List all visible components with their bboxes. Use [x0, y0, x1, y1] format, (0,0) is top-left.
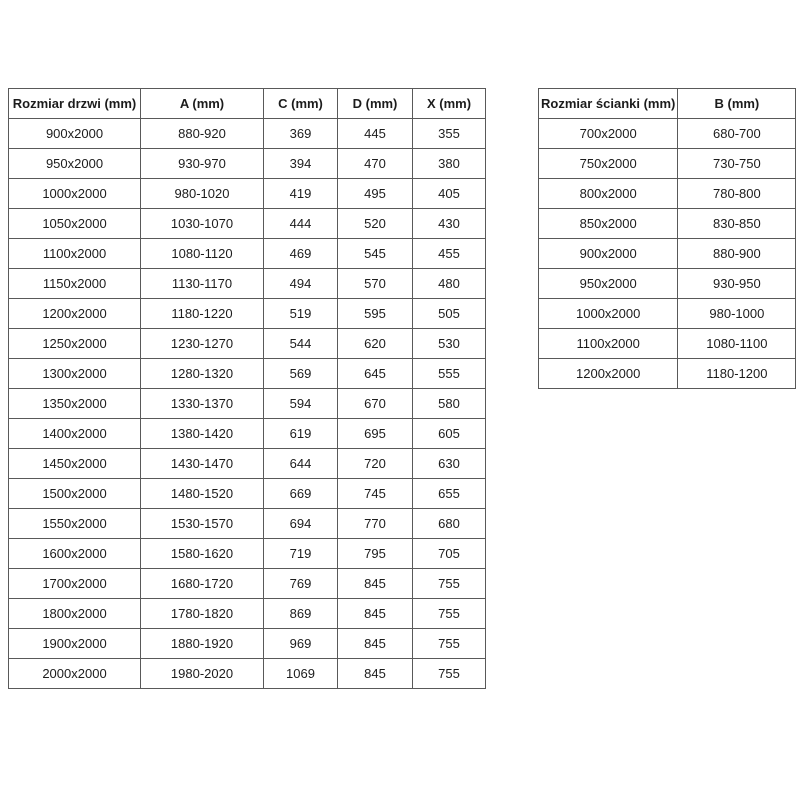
- table-row: [9, 269, 486, 299]
- table-cell: 469: [264, 239, 338, 269]
- table-cell: 1150x2000: [9, 269, 141, 299]
- table-cell: 405: [413, 179, 486, 209]
- table-cell: 830-850: [678, 209, 796, 239]
- column-header-c: C (mm): [264, 89, 338, 119]
- table-cell: 795: [338, 539, 413, 569]
- table-cell: 1400x2000: [9, 419, 141, 449]
- table-cell: 1069: [264, 659, 338, 689]
- table-cell: 630: [413, 449, 486, 479]
- table-cell: 670: [338, 389, 413, 419]
- table-cell: 545: [338, 239, 413, 269]
- table-cell: 1130-1170: [141, 269, 264, 299]
- table-cell: 445: [338, 119, 413, 149]
- table-row: [9, 359, 486, 389]
- table-cell: 1200x2000: [9, 299, 141, 329]
- table-row: [9, 629, 486, 659]
- table-row: [539, 179, 796, 209]
- table-row: [9, 209, 486, 239]
- table-cell: 969: [264, 629, 338, 659]
- table-cell: 800x2000: [539, 179, 678, 209]
- table-cell: 1530-1570: [141, 509, 264, 539]
- table-cell: 394: [264, 149, 338, 179]
- table-cell: 1450x2000: [9, 449, 141, 479]
- table-cell: 455: [413, 239, 486, 269]
- table-cell: 1200x2000: [539, 359, 678, 389]
- table-cell: 750x2000: [539, 149, 678, 179]
- table-row: [539, 269, 796, 299]
- table-cell: 755: [413, 599, 486, 629]
- table-row: [539, 119, 796, 149]
- table-row: [539, 239, 796, 269]
- table-cell: 780-800: [678, 179, 796, 209]
- table-cell: 694: [264, 509, 338, 539]
- table-cell: 645: [338, 359, 413, 389]
- table-cell: 1100x2000: [539, 329, 678, 359]
- table-cell: 880-920: [141, 119, 264, 149]
- wall-size-table-body: [539, 119, 796, 389]
- table-cell: 470: [338, 149, 413, 179]
- table-row: [9, 419, 486, 449]
- table-row: [539, 149, 796, 179]
- table-row: [539, 329, 796, 359]
- table-cell: 720: [338, 449, 413, 479]
- table-row: [539, 359, 796, 389]
- table-cell: 845: [338, 659, 413, 689]
- table-cell: 530: [413, 329, 486, 359]
- table-cell: 719: [264, 539, 338, 569]
- table-cell: 2000x2000: [9, 659, 141, 689]
- table-cell: 1800x2000: [9, 599, 141, 629]
- table-cell: 1500x2000: [9, 479, 141, 509]
- table-cell: 655: [413, 479, 486, 509]
- table-cell: 705: [413, 539, 486, 569]
- table-cell: 430: [413, 209, 486, 239]
- table-row: [9, 329, 486, 359]
- table-cell: 980-1000: [678, 299, 796, 329]
- table-row: [9, 389, 486, 419]
- header-row: [539, 89, 796, 119]
- table-cell: 520: [338, 209, 413, 239]
- table-cell: 930-950: [678, 269, 796, 299]
- table-cell: 1180-1200: [678, 359, 796, 389]
- table-cell: 1080-1100: [678, 329, 796, 359]
- column-header-x: X (mm): [413, 89, 486, 119]
- table-cell: 950x2000: [539, 269, 678, 299]
- column-header-d: D (mm): [338, 89, 413, 119]
- table-cell: 1000x2000: [9, 179, 141, 209]
- door-size-table-body: [9, 119, 486, 689]
- table-cell: 580: [413, 389, 486, 419]
- table-cell: 480: [413, 269, 486, 299]
- table-cell: 570: [338, 269, 413, 299]
- wall-size-table: [538, 88, 796, 389]
- table-cell: 1350x2000: [9, 389, 141, 419]
- table-cell: 1030-1070: [141, 209, 264, 239]
- table-cell: 930-970: [141, 149, 264, 179]
- table-cell: 595: [338, 299, 413, 329]
- table-cell: 730-750: [678, 149, 796, 179]
- table-cell: 1580-1620: [141, 539, 264, 569]
- table-cell: 505: [413, 299, 486, 329]
- table-cell: 494: [264, 269, 338, 299]
- table-cell: 845: [338, 569, 413, 599]
- table-cell: 1780-1820: [141, 599, 264, 629]
- table-cell: 880-900: [678, 239, 796, 269]
- table-cell: 644: [264, 449, 338, 479]
- table-cell: 495: [338, 179, 413, 209]
- table-cell: 1180-1220: [141, 299, 264, 329]
- table-cell: 380: [413, 149, 486, 179]
- table-cell: 555: [413, 359, 486, 389]
- table-cell: 980-1020: [141, 179, 264, 209]
- table-cell: 950x2000: [9, 149, 141, 179]
- door-size-table-header: [9, 89, 486, 119]
- table-cell: 1000x2000: [539, 299, 678, 329]
- table-row: [539, 209, 796, 239]
- table-row: [9, 569, 486, 599]
- table-cell: 519: [264, 299, 338, 329]
- table-row: [9, 539, 486, 569]
- table-cell: 845: [338, 599, 413, 629]
- table-cell: 594: [264, 389, 338, 419]
- table-row: [9, 239, 486, 269]
- table-cell: 869: [264, 599, 338, 629]
- table-row: [9, 479, 486, 509]
- header-row: [9, 89, 486, 119]
- column-header-b: B (mm): [678, 89, 796, 119]
- table-row: [9, 599, 486, 629]
- table-cell: 845: [338, 629, 413, 659]
- table-cell: 745: [338, 479, 413, 509]
- table-cell: 620: [338, 329, 413, 359]
- table-row: [9, 299, 486, 329]
- table-cell: 1980-2020: [141, 659, 264, 689]
- table-row: [9, 119, 486, 149]
- table-cell: 769: [264, 569, 338, 599]
- table-cell: 700x2000: [539, 119, 678, 149]
- table-row: [9, 449, 486, 479]
- column-header-door-size: Rozmiar drzwi (mm): [9, 89, 141, 119]
- table-cell: 1300x2000: [9, 359, 141, 389]
- table-cell: 1900x2000: [9, 629, 141, 659]
- table-cell: 680: [413, 509, 486, 539]
- table-row: [9, 179, 486, 209]
- table-cell: 680-700: [678, 119, 796, 149]
- table-cell: 444: [264, 209, 338, 239]
- table-cell: 569: [264, 359, 338, 389]
- table-cell: 770: [338, 509, 413, 539]
- table-cell: 355: [413, 119, 486, 149]
- table-cell: 1430-1470: [141, 449, 264, 479]
- table-row: [9, 149, 486, 179]
- table-cell: 900x2000: [9, 119, 141, 149]
- table-cell: 1680-1720: [141, 569, 264, 599]
- table-cell: 419: [264, 179, 338, 209]
- table-cell: 1600x2000: [9, 539, 141, 569]
- table-cell: 544: [264, 329, 338, 359]
- table-cell: 1880-1920: [141, 629, 264, 659]
- table-cell: 1700x2000: [9, 569, 141, 599]
- table-cell: 1550x2000: [9, 509, 141, 539]
- table-cell: 1330-1370: [141, 389, 264, 419]
- table-cell: 1230-1270: [141, 329, 264, 359]
- table-cell: 1380-1420: [141, 419, 264, 449]
- table-cell: 1280-1320: [141, 359, 264, 389]
- table-cell: 1480-1520: [141, 479, 264, 509]
- table-row: [9, 509, 486, 539]
- table-cell: 605: [413, 419, 486, 449]
- table-cell: 1250x2000: [9, 329, 141, 359]
- table-cell: 1050x2000: [9, 209, 141, 239]
- table-cell: 850x2000: [539, 209, 678, 239]
- wall-size-table-header: [539, 89, 796, 119]
- table-cell: 669: [264, 479, 338, 509]
- table-cell: 1100x2000: [9, 239, 141, 269]
- column-header-a: A (mm): [141, 89, 264, 119]
- door-size-table: [8, 88, 486, 689]
- table-cell: 755: [413, 569, 486, 599]
- table-row: [539, 299, 796, 329]
- table-cell: 755: [413, 629, 486, 659]
- column-header-wall-size: Rozmiar ścianki (mm): [539, 89, 678, 119]
- table-cell: 900x2000: [539, 239, 678, 269]
- table-cell: 755: [413, 659, 486, 689]
- table-row: [9, 659, 486, 689]
- table-cell: 619: [264, 419, 338, 449]
- table-cell: 369: [264, 119, 338, 149]
- table-cell: 695: [338, 419, 413, 449]
- table-cell: 1080-1120: [141, 239, 264, 269]
